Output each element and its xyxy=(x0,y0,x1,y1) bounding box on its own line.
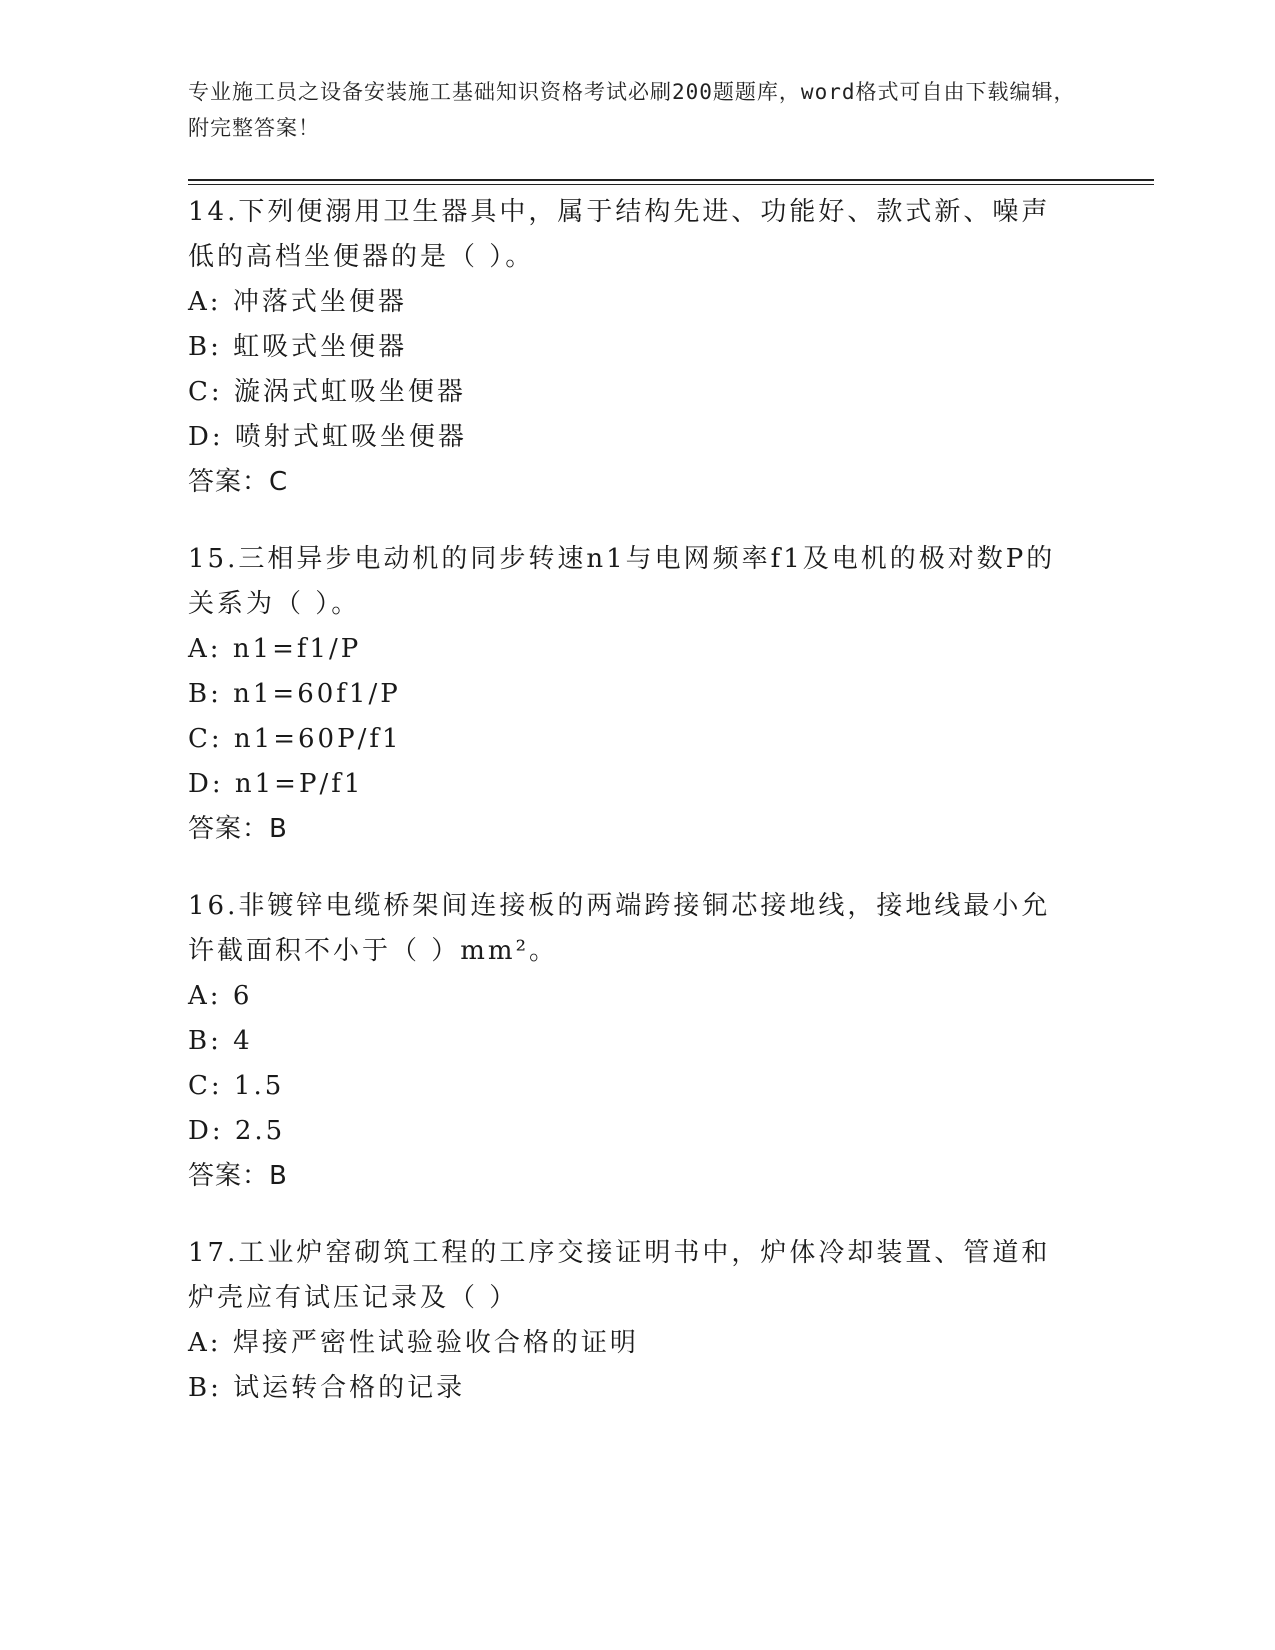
option-a xyxy=(188,974,1078,1019)
option-text: n1=60f1/P xyxy=(233,679,401,709)
option-text: 1.5 xyxy=(233,1071,285,1101)
option-a xyxy=(188,280,1078,325)
option-c xyxy=(188,370,1078,415)
option-b xyxy=(188,1366,1078,1411)
question-16 xyxy=(188,884,1078,1199)
option-key: B: xyxy=(188,332,222,362)
document-header: 专业施工员之设备安装施工基础知识资格考试必刷200题题库，word格式可自由下载编辑，附完整答案！ xyxy=(188,80,1076,140)
option-c xyxy=(188,717,1078,762)
option-key: C: xyxy=(188,724,223,754)
question-17 xyxy=(188,1231,1078,1411)
option-text: n1=P/f1 xyxy=(234,769,364,799)
option-key: A: xyxy=(188,981,222,1011)
option-b xyxy=(188,672,1078,717)
option-text: 漩涡式虹吸坐便器 xyxy=(233,377,466,407)
option-key: A: xyxy=(188,287,222,317)
option-c xyxy=(188,1064,1078,1109)
answer: 答案：B xyxy=(188,814,288,844)
question-stem: 17.工业炉窑砌筑工程的工序交接证明书中，炉体冷却装置、管道和炉壳应有试压记录及（ ） xyxy=(188,1238,1051,1313)
option-key: B: xyxy=(188,1373,222,1403)
option-text: 喷射式虹吸坐便器 xyxy=(234,422,467,452)
option-key: A: xyxy=(188,1328,222,1358)
option-text: 虹吸式坐便器 xyxy=(233,332,408,362)
option-d xyxy=(188,415,1078,460)
option-text: 6 xyxy=(232,981,253,1011)
question-list xyxy=(188,190,1078,1443)
option-text: 4 xyxy=(233,1026,253,1056)
option-key: D: xyxy=(188,422,224,452)
question-stem: 15.三相异步电动机的同步转速n1与电网频率f1及电机的极对数P的关系为（ ）。 xyxy=(188,544,1056,619)
option-key: A: xyxy=(188,634,222,664)
option-key: B: xyxy=(188,679,222,709)
option-text: 试运转合格的记录 xyxy=(233,1373,466,1403)
option-d xyxy=(188,762,1078,807)
option-text: 冲落式坐便器 xyxy=(232,287,407,317)
option-text: 2.5 xyxy=(234,1116,286,1146)
option-b xyxy=(188,1019,1078,1064)
question-14 xyxy=(188,190,1078,505)
answer: 答案：B xyxy=(188,1161,288,1191)
option-text: 焊接严密性试验验收合格的证明 xyxy=(232,1328,639,1358)
option-key: D: xyxy=(188,769,224,799)
option-key: C: xyxy=(188,377,223,407)
question-stem: 16.非镀锌电缆桥架间连接板的两端跨接铜芯接地线，接地线最小允许截面积不小于（ ）mm²。 xyxy=(188,891,1051,966)
option-b xyxy=(188,325,1078,370)
question-15 xyxy=(188,537,1078,852)
option-text: n1=f1/P xyxy=(232,634,362,664)
option-key: C: xyxy=(188,1071,223,1101)
option-d xyxy=(188,1109,1078,1154)
option-a xyxy=(188,1321,1078,1366)
option-text: n1=60P/f1 xyxy=(233,724,402,754)
option-a xyxy=(188,627,1078,672)
option-key: D: xyxy=(188,1116,224,1146)
option-key: B: xyxy=(188,1026,222,1056)
header-divider-thin xyxy=(188,184,1154,185)
header-divider xyxy=(188,179,1154,181)
answer: 答案：C xyxy=(188,467,289,497)
question-stem: 14.下列便溺用卫生器具中，属于结构先进、功能好、款式新、噪声低的高档坐便器的是（ ）。 xyxy=(188,197,1051,272)
